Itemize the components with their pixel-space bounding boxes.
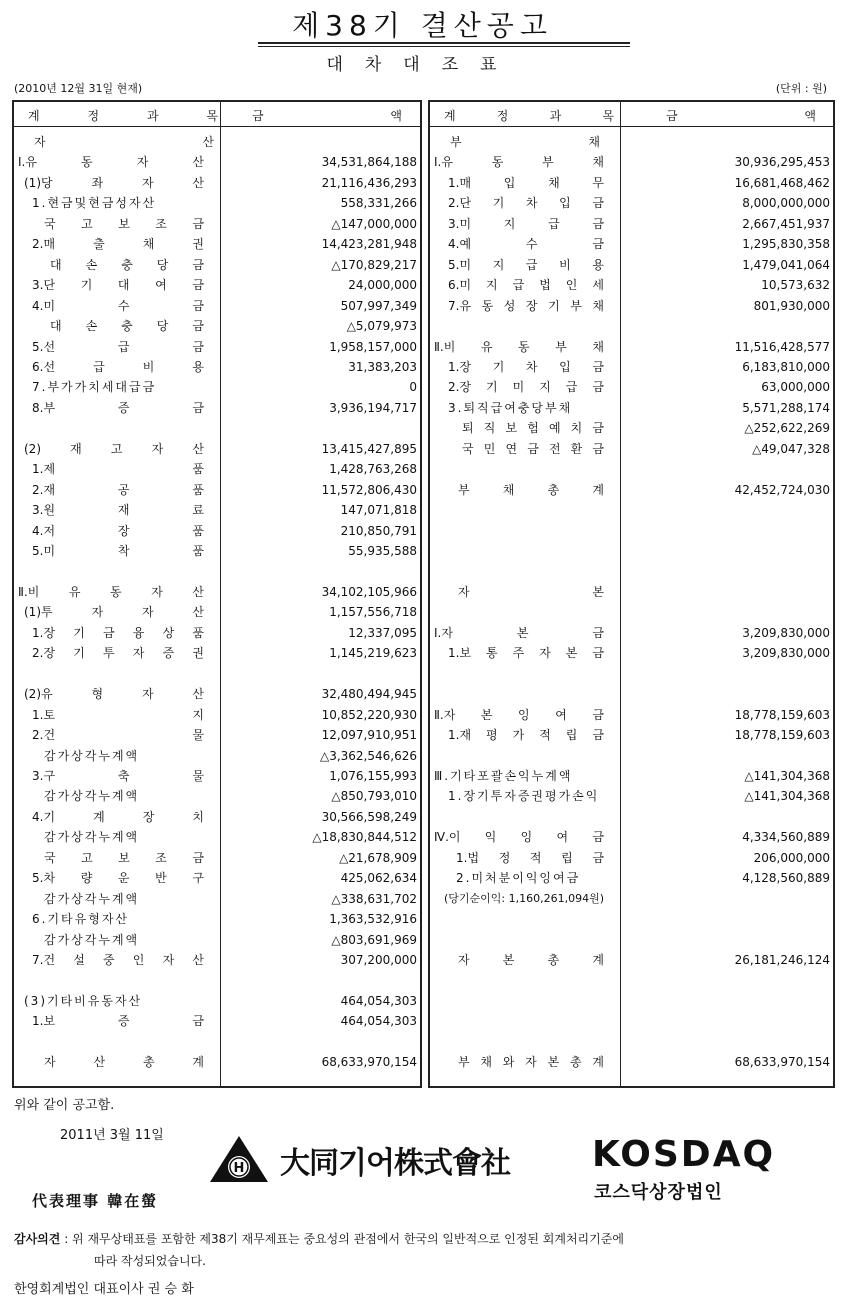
unit-note: (단위 : 원)	[775, 82, 827, 95]
table-row	[14, 602, 420, 622]
account-label: 1.현금및현금성자산	[32, 196, 157, 211]
table-row	[14, 255, 420, 275]
table-row	[430, 561, 833, 581]
table-row	[430, 152, 833, 172]
representative-director: 代表理事 韓在螢	[32, 1192, 159, 1210]
account-label: 감가상각누계액	[44, 932, 140, 947]
table-row	[430, 1011, 833, 1031]
table-row	[430, 807, 833, 827]
table-row	[14, 132, 420, 152]
table-row	[430, 214, 833, 234]
account-label: Ⅲ.기타포괄손익누계액	[434, 768, 573, 783]
account-amount: 307,200,000	[340, 953, 417, 967]
account-amount: 11,572,806,430	[321, 482, 417, 497]
account-label: 국 민 연 금 전 환 금	[462, 441, 604, 456]
account-amount: 1,479,041,064	[742, 257, 830, 272]
account-label: 감가상각누계액	[44, 830, 140, 845]
table-row	[430, 377, 833, 397]
table-row	[430, 480, 833, 500]
account-amount: △170,829,217	[331, 257, 417, 272]
account-amount: 12,097,910,951	[321, 728, 417, 743]
account-amount: 63,000,000	[761, 380, 830, 395]
account-label: 7.건 설 중 인 자 산	[32, 953, 204, 967]
account-amount: △5,079,973	[346, 319, 417, 334]
header-char: 목	[602, 109, 614, 123]
table-row	[430, 991, 833, 1011]
table-row	[14, 193, 420, 213]
table-row	[430, 1032, 833, 1052]
account-amount: 6,183,810,000	[742, 359, 830, 374]
account-label: 7.부가가치세대급금	[32, 380, 157, 395]
table-row	[14, 623, 420, 643]
account-amount: 18,778,159,603	[734, 707, 830, 722]
account-amount: 13,415,427,895	[321, 441, 417, 456]
header-char: 금	[252, 109, 264, 123]
account-amount: 3,936,194,717	[329, 400, 417, 415]
account-amount: 464,054,303	[340, 993, 417, 1008]
table-row	[430, 848, 833, 868]
table-row	[14, 766, 420, 786]
table-row	[14, 705, 420, 725]
account-amount: 1,157,556,718	[329, 605, 417, 620]
account-label: 감가상각누계액	[44, 891, 140, 906]
account-amount: △147,000,000	[331, 216, 417, 231]
account-amount: 2,667,451,937	[742, 216, 830, 231]
table-row	[14, 848, 420, 868]
account-label: 1.토 지	[32, 707, 204, 722]
table-row	[14, 561, 420, 581]
table-row	[430, 398, 833, 418]
header-char: 정	[87, 109, 100, 123]
account-label: Ⅳ.이 익 잉 여 금	[434, 830, 604, 845]
table-row	[14, 377, 420, 397]
account-amount: △803,691,969	[331, 932, 417, 947]
statement-subtitle: 대차대조표	[326, 55, 519, 75]
audit-opinion-line1: : 위 재무상태표를 포함한 제38기 재무제표는 중요성의 관점에서 한국의 일반적으로 인정된 회계처리기준에	[60, 1232, 624, 1246]
account-label: 1.장 기 차 입 금	[448, 359, 604, 374]
account-amount: 206,000,000	[753, 850, 830, 865]
account-amount: 10,573,632	[761, 278, 830, 293]
table-row	[430, 500, 833, 520]
account-amount: △18,830,844,512	[312, 830, 417, 845]
table-row	[14, 480, 420, 500]
table-row	[430, 786, 833, 806]
liabilities-table	[428, 100, 835, 1088]
table-row	[430, 459, 833, 479]
account-amount: △141,304,368	[744, 768, 830, 783]
account-label: 5.차 량 운 반 구	[32, 871, 204, 886]
table-row	[430, 930, 833, 950]
liabilities-table-header	[430, 102, 833, 127]
kosdaq-subtitle: 코스닥상장법인	[594, 1182, 723, 1203]
table-row	[14, 214, 420, 234]
account-label: (당기순이익: 1,160,261,094원)	[444, 891, 605, 905]
table-row	[14, 1011, 420, 1031]
account-header	[28, 107, 218, 124]
table-row	[430, 664, 833, 684]
account-label: 2.장 기 투 자 증 권	[32, 646, 204, 661]
account-label: 자 산 총 계	[44, 1055, 204, 1070]
account-amount: △3,362,546,626	[319, 748, 417, 763]
account-label: 2.단 기 차 입 금	[448, 196, 604, 211]
account-amount: 32,480,494,945	[321, 687, 417, 702]
account-label: 2.재 공 품	[32, 482, 204, 497]
account-amount: 31,383,203	[348, 359, 417, 374]
table-row	[430, 418, 833, 438]
account-amount: 68,633,970,154	[734, 1055, 830, 1070]
header-char: 과	[146, 109, 159, 123]
account-amount: 21,116,436,293	[321, 175, 417, 190]
account-amount: 18,778,159,603	[734, 728, 830, 743]
table-row	[430, 193, 833, 213]
account-label: 5.미 지 급 비 용	[448, 257, 604, 272]
account-amount: 1,076,155,993	[329, 768, 417, 783]
table-row	[14, 275, 420, 295]
header-char: 액	[390, 109, 402, 123]
header-char: 계	[28, 109, 40, 123]
table-row	[14, 991, 420, 1011]
table-row	[14, 664, 420, 684]
table-row	[14, 234, 420, 254]
account-label: 5.미 착 품	[32, 544, 204, 558]
table-row	[430, 684, 833, 704]
table-row	[430, 766, 833, 786]
table-row	[430, 173, 833, 193]
account-label: (2)유 형 자 산	[24, 687, 204, 702]
table-row	[14, 827, 420, 847]
table-row	[430, 602, 833, 622]
account-label: Ⅱ.자 본 잉 여 금	[434, 707, 604, 722]
account-label: 1.법 정 적 립 금	[456, 850, 604, 865]
account-label: 1.보 통 주 자 본 금	[448, 646, 604, 661]
header-char: 정	[496, 109, 509, 123]
table-row	[14, 541, 420, 561]
table-row	[430, 521, 833, 541]
table-row	[14, 930, 420, 950]
table-row	[14, 152, 420, 172]
table-row	[14, 807, 420, 827]
table-row	[14, 296, 420, 316]
account-label: 6.선 급 비 용	[32, 359, 204, 374]
auditor-signature: 한영회계법인 대표이사 권 승 화	[14, 1282, 194, 1297]
account-amount: 26,181,246,124	[734, 953, 830, 967]
table-row	[430, 909, 833, 929]
account-amount: 5,571,288,174	[742, 400, 830, 415]
account-label: (2) 재 고 자 산	[24, 441, 204, 456]
account-amount: 507,997,349	[340, 298, 417, 313]
account-amount: △338,631,702	[331, 891, 417, 906]
account-amount: 464,054,303	[340, 1014, 417, 1029]
table-row	[14, 950, 420, 970]
account-label: 부 채 총 계	[458, 482, 604, 497]
account-label: 감가상각누계액	[44, 789, 140, 804]
account-label: 8.부 증 금	[32, 400, 204, 415]
amount-header	[252, 107, 402, 124]
table-row	[430, 439, 833, 459]
table-row	[430, 705, 833, 725]
title-underline-thin	[258, 46, 630, 47]
audit-opinion-head: 감사의견	[14, 1232, 61, 1246]
account-label: Ⅰ.자 본 금	[434, 625, 604, 640]
table-row	[430, 275, 833, 295]
account-header	[444, 107, 614, 124]
table-row	[14, 786, 420, 806]
account-amount: 11,516,428,577	[734, 339, 830, 354]
table-row	[430, 357, 833, 377]
audit-opinion-line2: 따라 작성되었습니다.	[94, 1254, 206, 1268]
header-char: 액	[804, 109, 816, 123]
table-row	[14, 1032, 420, 1052]
table-row	[430, 889, 833, 909]
table-row	[14, 439, 420, 459]
account-label: 4.미 수 금	[32, 298, 204, 313]
table-row	[430, 950, 833, 970]
table-row	[430, 970, 833, 990]
account-label: 퇴 직 보 험 예 치 금	[462, 421, 604, 436]
notice-text: 위와 같이 공고함.	[14, 1098, 115, 1113]
table-row	[14, 725, 420, 745]
table-row	[14, 746, 420, 766]
account-label: 5.선 급 금	[32, 339, 204, 354]
table-row	[430, 827, 833, 847]
header-char: 과	[549, 109, 562, 123]
table-row	[430, 725, 833, 745]
account-label: 3.구 축 물	[32, 768, 204, 783]
account-label: 2.건 물	[32, 728, 204, 743]
header-char: 금	[666, 109, 678, 123]
account-label: 대 손 충 당 금	[50, 257, 204, 272]
account-label: 2.장 기 미 지 급 금	[448, 380, 604, 395]
account-label: 3.퇴직급여충당부채	[448, 400, 573, 415]
account-amount: 8,000,000,000	[742, 196, 830, 211]
account-amount: 1,145,219,623	[329, 646, 417, 661]
account-amount: 16,681,468,462	[734, 175, 830, 190]
table-row	[430, 868, 833, 888]
account-amount: 558,331,266	[340, 196, 417, 211]
amount-header	[666, 107, 816, 124]
account-amount: 1,363,532,916	[329, 912, 417, 927]
account-label: 부 채	[450, 135, 600, 149]
account-label: (1)투 자 자 산	[24, 605, 204, 620]
account-amount: 10,852,220,930	[321, 707, 417, 722]
account-amount: △141,304,368	[744, 789, 830, 804]
table-row	[430, 746, 833, 766]
account-amount: 30,566,598,249	[321, 809, 417, 824]
account-label: 1.보 증 금	[32, 1014, 204, 1029]
account-amount: △252,622,269	[744, 421, 830, 436]
account-amount: 147,071,818	[340, 503, 417, 518]
table-row	[430, 643, 833, 663]
table-row	[14, 1052, 420, 1072]
account-amount: △21,678,909	[339, 850, 417, 865]
table-row	[430, 255, 833, 275]
account-amount: 42,452,724,030	[734, 482, 830, 497]
table-row	[430, 234, 833, 254]
account-amount: 4,128,560,889	[742, 871, 830, 886]
announcement-date: 2011년 3월 11일	[60, 1128, 164, 1143]
logo-letter: H	[233, 1161, 245, 1176]
table-row	[14, 357, 420, 377]
account-label: 3.단 기 대 여 금	[32, 278, 204, 293]
date-note: (2010년 12월 31일 현재)	[14, 82, 143, 95]
account-amount: 1,428,763,268	[329, 462, 417, 477]
table-row	[430, 582, 833, 602]
table-row	[14, 316, 420, 336]
account-amount: 0	[409, 380, 417, 395]
account-amount: 55,935,588	[348, 544, 417, 558]
account-amount: 30,936,295,453	[734, 155, 830, 170]
account-amount: 34,102,105,966	[321, 584, 417, 599]
table-row	[14, 398, 420, 418]
account-label: 국 고 보 조 금	[44, 216, 204, 231]
company-logo-icon	[208, 1134, 270, 1184]
account-amount: 14,423,281,948	[321, 237, 417, 252]
account-amount: 3,209,830,000	[742, 625, 830, 640]
account-amount: 1,958,157,000	[329, 339, 417, 354]
account-label: 자 본	[458, 584, 604, 599]
account-label: 7.유 동 성 장 기 부 채	[448, 298, 604, 313]
account-label: Ⅱ.비 유 동 자 산	[18, 584, 204, 599]
account-label: 1.매 입 채 무	[448, 175, 604, 190]
account-label: 1.재 평 가 적 립 금	[448, 728, 604, 743]
account-label: 4.예 수 금	[448, 237, 604, 252]
account-label: 3.미 지 급 금	[448, 216, 604, 231]
account-label: 1.장기투자증권평가손익	[448, 789, 600, 804]
table-row	[14, 521, 420, 541]
table-row	[14, 459, 420, 479]
table-row	[430, 541, 833, 561]
table-row	[14, 337, 420, 357]
table-row	[14, 500, 420, 520]
title-underline	[258, 42, 630, 44]
table-row	[430, 132, 833, 152]
account-amount: 210,850,791	[340, 523, 417, 538]
account-amount: 4,334,560,889	[742, 830, 830, 845]
account-amount: △850,793,010	[331, 789, 417, 804]
account-label: 6.미 지 급 법 인 세	[448, 278, 604, 293]
account-amount: 12,337,095	[348, 625, 417, 640]
table-row	[14, 173, 420, 193]
table-row	[14, 684, 420, 704]
account-label: 4.기 계 장 치	[32, 809, 204, 824]
header-char: 목	[206, 109, 218, 123]
account-label: 3.원 재 료	[32, 503, 204, 518]
table-row	[14, 643, 420, 663]
page-title: 제38기 결산공고	[292, 9, 553, 42]
table-row	[430, 623, 833, 643]
account-label: 국 고 보 조 금	[44, 850, 204, 865]
table-row	[430, 296, 833, 316]
account-label: 부 채 와 자 본 총 계	[458, 1055, 604, 1070]
table-row	[14, 970, 420, 990]
kosdaq-logo: KOSDAQ	[592, 1134, 776, 1175]
account-label: 감가상각누계액	[44, 748, 140, 763]
table-row	[14, 909, 420, 929]
account-label: 대 손 충 당 금	[50, 319, 204, 334]
account-label: 자 산	[34, 135, 214, 149]
account-label: (3)기타비유동자산	[24, 993, 143, 1008]
account-label: 2.매 출 채 권	[32, 237, 204, 252]
account-label: 6.기타유형자산	[32, 912, 130, 927]
company-name: 大同기어株式會社	[280, 1146, 510, 1181]
account-label: 2.미처분이익잉여금	[456, 871, 581, 886]
account-amount: 801,930,000	[753, 298, 830, 313]
account-amount: 3,209,830,000	[742, 646, 830, 661]
table-row	[430, 1052, 833, 1072]
account-label: 4.저 장 품	[32, 523, 204, 538]
account-label: 자 본 총 계	[458, 953, 604, 967]
account-amount: 68,633,970,154	[321, 1055, 417, 1070]
account-amount: 24,000,000	[348, 278, 417, 293]
audit-opinion	[14, 1228, 834, 1272]
table-row	[14, 582, 420, 602]
account-amount: △49,047,328	[752, 441, 830, 456]
account-label: (1)당 좌 자 산	[24, 175, 204, 190]
account-amount: 34,531,864,188	[321, 155, 417, 170]
table-row	[430, 316, 833, 336]
assets-table	[12, 100, 422, 1088]
assets-table-header	[14, 102, 420, 127]
table-row	[430, 337, 833, 357]
account-label: Ⅱ.비 유 동 부 채	[434, 339, 604, 354]
account-amount: 425,062,634	[340, 871, 417, 886]
account-label: Ⅰ.유 동 부 채	[434, 155, 604, 170]
account-label: 1.제 품	[32, 462, 204, 477]
account-label: 1.장 기 금 융 상 품	[32, 625, 204, 640]
table-row	[14, 418, 420, 438]
table-row	[14, 889, 420, 909]
account-label: Ⅰ.유 동 자 산	[18, 155, 204, 170]
header-char: 계	[444, 109, 456, 123]
account-amount: 1,295,830,358	[742, 237, 830, 252]
table-row	[14, 868, 420, 888]
